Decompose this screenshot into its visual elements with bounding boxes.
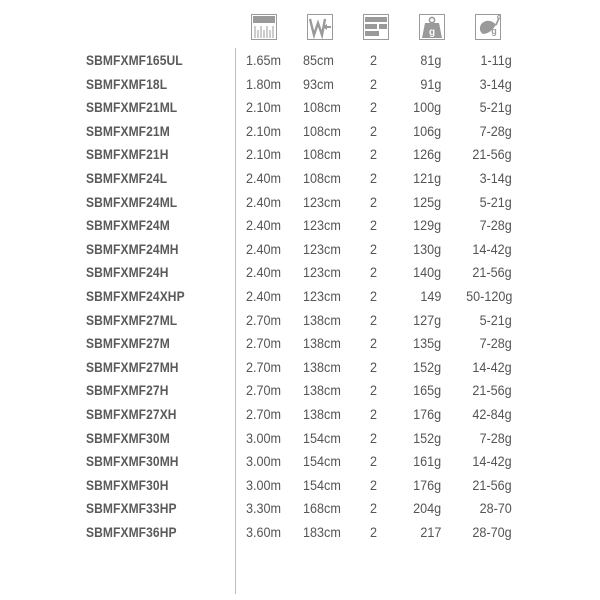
lure-weight-cell: 21-56g (472, 146, 512, 163)
model-cell: SBMFXMF27XH (86, 405, 177, 422)
model-cell: SBMFXMF27ML (86, 311, 178, 328)
weight-cell: 140g (412, 264, 441, 281)
length-cell: 2.70m (246, 311, 282, 328)
lure-weight-cell: 14-42g (472, 358, 512, 375)
length-cell: 2.70m (246, 382, 282, 399)
transport-length-cell: 123cm (303, 193, 341, 210)
transport-length-cell: 138cm (303, 358, 341, 375)
model-cell: SBMFXMF30MH (86, 453, 179, 470)
transport-length-cell: 183cm (303, 523, 341, 540)
lure-weight-cell: 5-21g (479, 99, 512, 116)
weight-cell: 176g (412, 405, 441, 422)
table-row (0, 261, 600, 285)
table-row (0, 120, 600, 144)
transport-length-cell: 154cm (303, 453, 341, 470)
weight-cell: 152g (412, 429, 441, 446)
transport-length-cell: 93cm (303, 75, 334, 92)
sections-cell: 2 (370, 476, 378, 493)
weight-cell: 130g (412, 240, 441, 257)
model-cell: SBMFXMF21H (86, 146, 169, 163)
weight-cell: 161g (412, 453, 441, 470)
lure-weight-cell: 14-42g (472, 240, 512, 257)
sections-icon (363, 14, 389, 40)
weight-cell: 121g (412, 169, 441, 186)
weight-cell: 165g (412, 382, 441, 399)
model-cell: SBMFXMF30H (86, 476, 169, 493)
transport-length-cell: 123cm (303, 217, 341, 234)
sections-cell: 2 (370, 311, 378, 328)
transport-length-cell: 168cm (303, 500, 341, 517)
sections-cell: 2 (370, 264, 378, 281)
length-cell: 2.70m (246, 335, 282, 352)
table-row (0, 238, 600, 262)
lure-weight-cell: 21-56g (472, 476, 512, 493)
length-cell: 2.10m (246, 99, 282, 116)
table-row (0, 285, 600, 309)
sections-cell: 2 (370, 169, 378, 186)
transport-length-cell: 154cm (303, 476, 341, 493)
length-cell: 2.70m (246, 358, 282, 375)
sections-cell: 2 (370, 429, 378, 446)
length-cell: 3.60m (246, 523, 282, 540)
lure-weight-cell: 5-21g (479, 311, 512, 328)
table-row (0, 309, 600, 333)
weight-cell: 152g (412, 358, 441, 375)
transport-length-cell: 123cm (303, 264, 341, 281)
weight-cell: 204g (412, 500, 441, 517)
sections-cell: 2 (370, 335, 378, 352)
model-cell: SBMFXMF21ML (86, 99, 178, 116)
spec-rows (0, 49, 600, 544)
sections-cell: 2 (370, 122, 378, 139)
table-row (0, 191, 600, 215)
model-cell: SBMFXMF24M (86, 217, 170, 234)
transport-length-cell: 108cm (303, 169, 341, 186)
transport-length-cell: 108cm (303, 146, 341, 163)
table-row (0, 450, 600, 474)
sections-cell: 2 (370, 52, 378, 68)
sections-cell: 2 (370, 193, 378, 210)
sections-cell: 2 (370, 382, 378, 399)
weight-cell: 125g (412, 193, 441, 210)
length-cell: 2.40m (246, 169, 282, 186)
lure-weight-icon-glyph: g (491, 26, 497, 36)
length-cell: 2.10m (246, 122, 282, 139)
model-cell: SBMFXMF24H (86, 264, 169, 281)
table-row (0, 332, 600, 356)
length-cell: 2.70m (246, 405, 282, 422)
rod-length-icon (251, 14, 277, 40)
weight-cell: 176g (412, 476, 441, 493)
sections-cell: 2 (370, 287, 378, 304)
sections-cell: 2 (370, 453, 378, 470)
lure-weight-cell: 5-21g (479, 193, 512, 210)
model-cell: SBMFXMF27MH (86, 358, 179, 375)
length-cell: 1.80m (246, 75, 282, 92)
lure-weight-cell: 7-28g (479, 122, 512, 139)
transport-length-cell: 108cm (303, 122, 341, 139)
sections-cell: 2 (370, 523, 378, 540)
table-row (0, 521, 600, 545)
length-cell: 2.40m (246, 217, 282, 234)
length-cell: 2.40m (246, 193, 282, 210)
lure-weight-cell: 42-84g (472, 405, 512, 422)
weight-cell: 81g (419, 52, 441, 68)
model-cell: SBMFXMF165UL (86, 52, 183, 68)
model-cell: SBMFXMF24L (86, 169, 168, 186)
weight-cell: 106g (412, 122, 441, 139)
weight-icon-glyph: g (428, 27, 436, 38)
transport-length-cell: 138cm (303, 405, 341, 422)
lure-weight-cell: 3-14g (479, 169, 512, 186)
weight-cell: 126g (412, 146, 441, 163)
weight-cell: 127g (412, 311, 441, 328)
length-cell: 3.00m (246, 453, 282, 470)
model-cell: SBMFXMF21M (86, 122, 170, 139)
table-row (0, 214, 600, 238)
weight-icon (419, 14, 445, 40)
table-row (0, 143, 600, 167)
sections-cell: 2 (370, 405, 378, 422)
lure-weight-cell: 50-120g (465, 287, 512, 304)
table-row (0, 73, 600, 97)
transport-length-cell: 123cm (303, 287, 341, 304)
length-cell: 2.40m (246, 240, 282, 257)
lure-weight-icon (475, 14, 501, 40)
model-cell: SBMFXMF24MH (86, 240, 179, 257)
weight-cell: 100g (412, 99, 441, 116)
length-cell: 2.10m (246, 146, 282, 163)
table-row (0, 96, 600, 120)
transport-length-cell: 123cm (303, 240, 341, 257)
sections-cell: 2 (370, 358, 378, 375)
table-row (0, 379, 600, 403)
transport-length-cell: 154cm (303, 429, 341, 446)
lure-weight-cell: 1-11g (480, 52, 512, 68)
lure-weight-cell: 14-42g (472, 453, 512, 470)
model-cell: SBMFXMF24ML (86, 193, 178, 210)
lure-weight-cell: 7-28g (479, 429, 512, 446)
length-cell: 1.65m (246, 52, 282, 68)
length-cell: 2.40m (246, 264, 282, 281)
table-row (0, 474, 600, 498)
model-cell: SBMFXMF24XHP (86, 287, 185, 304)
lure-weight-cell: 7-28g (479, 335, 512, 352)
sections-cell: 2 (370, 75, 378, 92)
transport-length-cell: 138cm (303, 335, 341, 352)
table-row (0, 167, 600, 191)
lure-weight-cell: 28-70 (479, 500, 512, 517)
weight-cell: 149 (419, 287, 441, 304)
table-row (0, 356, 600, 380)
table-row (0, 49, 600, 73)
model-cell: SBMFXMF18L (86, 75, 168, 92)
sections-cell: 2 (370, 99, 378, 116)
weight-cell: 91g (419, 75, 441, 92)
transport-length-cell: 138cm (303, 311, 341, 328)
length-cell: 3.30m (246, 500, 282, 517)
header-icon-row (0, 14, 600, 44)
transport-length-cell: 85cm (303, 52, 334, 68)
transport-length-icon (307, 14, 333, 40)
table-row (0, 403, 600, 427)
model-cell: SBMFXMF27H (86, 382, 169, 399)
length-cell: 2.40m (246, 287, 282, 304)
sections-cell: 2 (370, 500, 378, 517)
lure-weight-cell: 21-56g (472, 264, 512, 281)
lure-weight-cell: 7-28g (479, 217, 512, 234)
transport-length-cell: 108cm (303, 99, 341, 116)
model-cell: SBMFXMF27M (86, 335, 170, 352)
lure-weight-cell: 21-56g (472, 382, 512, 399)
weight-cell: 217 (419, 523, 441, 540)
sections-cell: 2 (370, 240, 378, 257)
lure-weight-cell: 3-14g (479, 75, 512, 92)
weight-cell: 129g (412, 217, 441, 234)
sections-cell: 2 (370, 217, 378, 234)
weight-cell: 135g (412, 335, 441, 352)
length-cell: 3.00m (246, 429, 282, 446)
transport-length-cell: 138cm (303, 382, 341, 399)
sections-cell: 2 (370, 146, 378, 163)
lure-weight-cell: 28-70g (472, 523, 512, 540)
model-cell: SBMFXMF36HP (86, 523, 177, 540)
length-cell: 3.00m (246, 476, 282, 493)
table-row (0, 427, 600, 451)
model-cell: SBMFXMF33HP (86, 500, 177, 517)
table-row (0, 497, 600, 521)
model-cell: SBMFXMF30M (86, 429, 170, 446)
